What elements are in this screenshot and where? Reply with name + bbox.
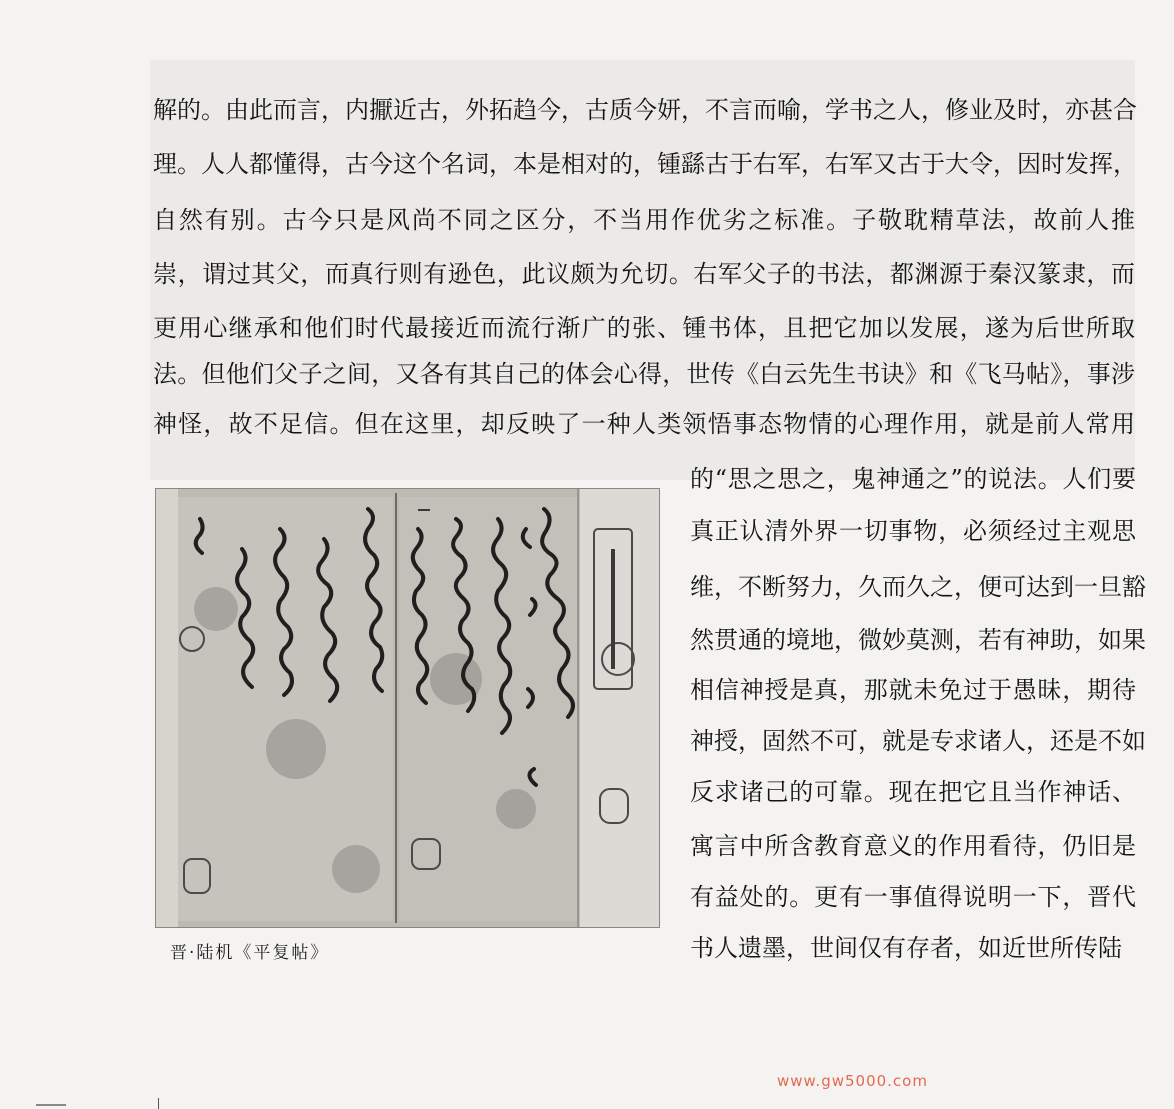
watermark-url: www.gw5000.com [777,1072,928,1090]
text-line: 寓言中所含教育意义的作用看待，仍旧是 [690,832,1136,860]
text-line: 真正认清外界一切事物，必须经过主观思 [690,517,1136,545]
calligraphy-scroll-image [155,488,660,928]
text-line: 神授，固然不可，就是专求诸人，还是不如 [690,727,1146,755]
text-line: 自然有别。古今只是风尚不同之区分，不当用作优劣之标准。子敬耽精草法，故前人推 [153,206,1135,234]
text-line: 反求诸己的可靠。现在把它且当作神话、 [690,778,1136,806]
text-line: 神怪，故不足信。但在这里，却反映了一种人类领悟事态物情的心理作用，就是前人常用 [153,410,1135,438]
text-line: 解的。由此而言，内擫近古，外拓趋今，古质今妍，不言而喻，学书之人，修业及时，亦甚合 [153,96,1137,124]
text-line: 法。但他们父子之间，又各有其自己的体会心得，世传《白云先生书诀》和《飞马帖》，事涉 [153,360,1135,388]
text-line: 更用心继承和他们时代最接近而流行渐广的张、锺书体，且把它加以发展，遂为后世所取 [153,314,1135,342]
folio-divider [158,1098,159,1109]
text-line: 的“思之思之，鬼神通之”的说法。人们要 [690,465,1136,493]
text-line: 相信神授是真，那就未免过于愚昧，期待 [690,676,1136,704]
text-line: 崇，谓过其父，而真行则有逊色，此议颇为允切。右军父子的书法，都渊源于秦汉篆隶，而 [153,260,1135,288]
text-line: 理。人人都懂得，古今这个名词，本是相对的，锺繇古于右军，右军又古于大令，因时发挥， [153,150,1137,178]
text-line: 有益处的。更有一事值得说明一下，晋代 [690,883,1136,911]
figure-caption: 晋·陆机《平复帖》 [170,943,330,963]
text-line: 然贯通的境地，微妙莫测，若有神助，如果 [690,626,1146,654]
text-line: 维，不断努力，久而久之，便可达到一旦豁 [690,573,1146,601]
text-line: 书人遗墨，世间仅有存者，如近世所传陆 [690,934,1122,962]
page-number-mark [36,1104,66,1106]
